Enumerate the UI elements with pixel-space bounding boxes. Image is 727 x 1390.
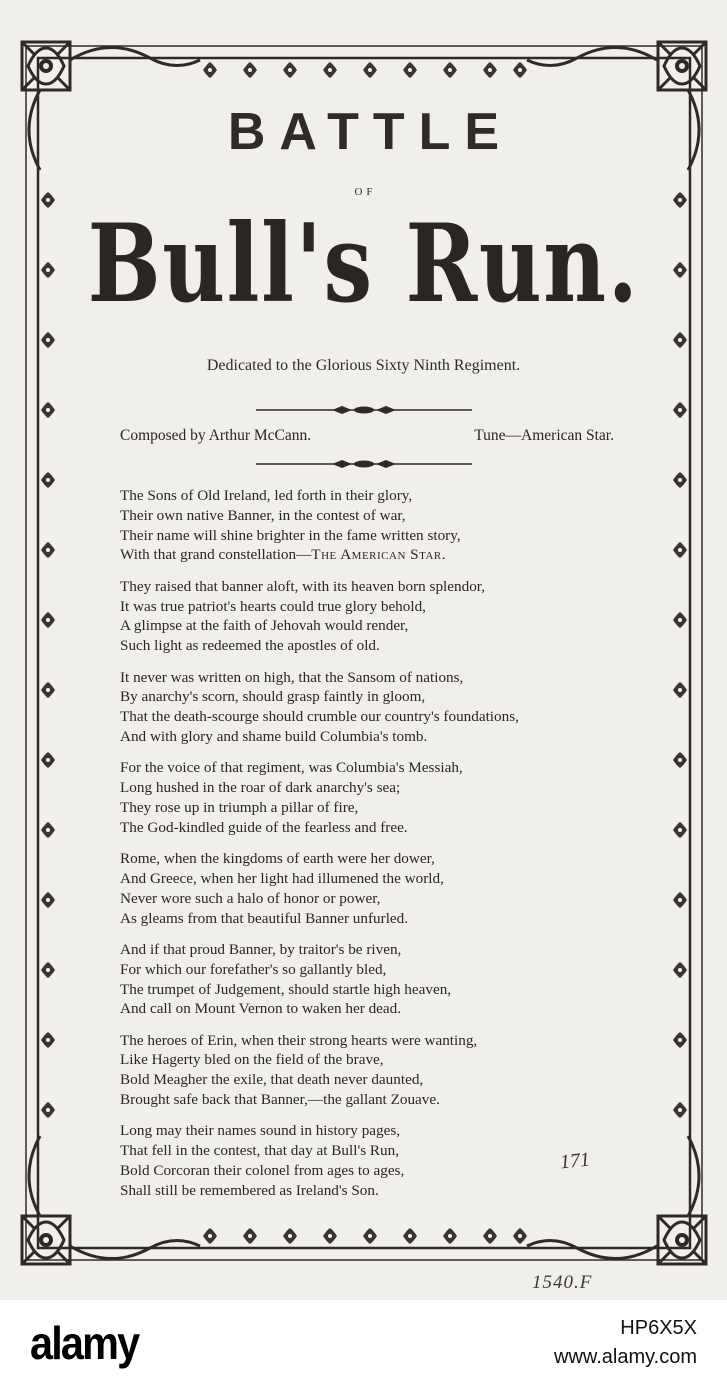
dedication-line: Dedicated to the Glorious Sixty Ninth Regiment. xyxy=(206,357,521,374)
ornamental-rule-top xyxy=(256,402,472,418)
poem-line: By anarchy's scorn, should grasp faintly in gloom, xyxy=(120,688,426,706)
poem-line: Like Hagerty bled on the field of the brave, xyxy=(120,1051,384,1069)
poem-line: Shall still be remembered as Ireland's Son. xyxy=(120,1181,379,1199)
poem-line: Long may their names sound in history pages, xyxy=(120,1122,401,1140)
stanza xyxy=(120,486,660,565)
poem-line: They raised that banner aloft, with its heaven born splendor, xyxy=(120,577,486,595)
poem-line: Bold Meagher the exile, that death never daunted, xyxy=(120,1071,424,1089)
poem-line: The Sons of Old Ireland, led forth in their glory, xyxy=(120,487,413,504)
poem-line: A glimpse at the faith of Jehovah would render, xyxy=(120,617,409,635)
poem-line: And call on Mount Vernon to waken her dead. xyxy=(120,1000,402,1018)
poem-line: Rome, when the kingdoms of earth were her dower, xyxy=(120,850,435,868)
small-caps-phrase: The American Star. xyxy=(311,546,447,564)
composer-credit: Composed by Arthur McCann. xyxy=(120,427,312,444)
poem-line: The trumpet of Judgement, should startle high heaven, xyxy=(120,980,452,998)
poem-line: That the death-scourge should crumble our country's foundations, xyxy=(120,708,519,726)
poem-line-text: With that grand constellation— xyxy=(120,546,312,564)
poem-line: And with glory and shame build Columbia's tomb. xyxy=(120,727,428,745)
poem-line: Bold Corcoran their colonel from ages to ages, xyxy=(120,1162,405,1180)
stanza xyxy=(120,940,660,1019)
title-bulls-run: Bull's Run. xyxy=(87,201,640,327)
archive-number: 1540.F xyxy=(532,1272,593,1293)
handwritten-number: 171 xyxy=(558,1148,592,1174)
ornamental-rule-bottom xyxy=(256,456,472,472)
poem-line: And if that proud Banner, by traitor's be riven, xyxy=(120,940,402,958)
stanza xyxy=(120,668,660,747)
watermark-logo: alamy xyxy=(30,1317,139,1369)
poem-line: Never wore such a halo of honor or power, xyxy=(120,889,381,907)
poem-line: Their own native Banner, in the contest of war, xyxy=(120,506,406,524)
stanza xyxy=(120,1031,660,1110)
poem-line: That fell in the contest, that day at Bull's Run, xyxy=(120,1142,400,1160)
stanza xyxy=(120,577,660,656)
poem-line: For which our forefather's so gallantly bled, xyxy=(120,960,387,978)
poem-line: It never was written on high, that the Sansom of nations, xyxy=(120,668,464,686)
title-battle: BATTLE xyxy=(227,103,514,161)
watermark-url: www.alamy.com xyxy=(554,1346,697,1368)
watermark-image-id: HP6X5X xyxy=(620,1317,697,1339)
stanza xyxy=(120,758,660,837)
poem-line: Such light as redeemed the apostles of old. xyxy=(120,637,380,655)
poem-line: Their name will shine brighter in the fame written story, xyxy=(120,526,461,544)
tune-credit: Tune—American Star. xyxy=(474,427,614,444)
poem-line: The heroes of Erin, when their strong hearts were wanting, xyxy=(120,1031,478,1049)
poem-line: Long hushed in the roar of dark anarchy's sea; xyxy=(120,779,401,797)
title-of: OF xyxy=(354,186,377,198)
poem-line: They rose up in triumph a pillar of fire, xyxy=(120,798,359,816)
poem-line: As gleams from that beautiful Banner unfurled. xyxy=(120,909,409,927)
poem-line xyxy=(120,545,660,565)
poem-line: Brought safe back that Banner,—the gallant Zouave. xyxy=(120,1091,440,1109)
poem-body xyxy=(120,486,660,1212)
poem-line: And Greece, when her light had illumened the world, xyxy=(120,869,444,887)
poem-line: It was true patriot's hearts could true glory behold, xyxy=(120,597,426,615)
poem-line: For the voice of that regiment, was Columbia's Messiah, xyxy=(120,759,463,777)
stanza xyxy=(120,849,660,928)
poem-line: The God-kindled guide of the fearless and free. xyxy=(120,818,408,836)
